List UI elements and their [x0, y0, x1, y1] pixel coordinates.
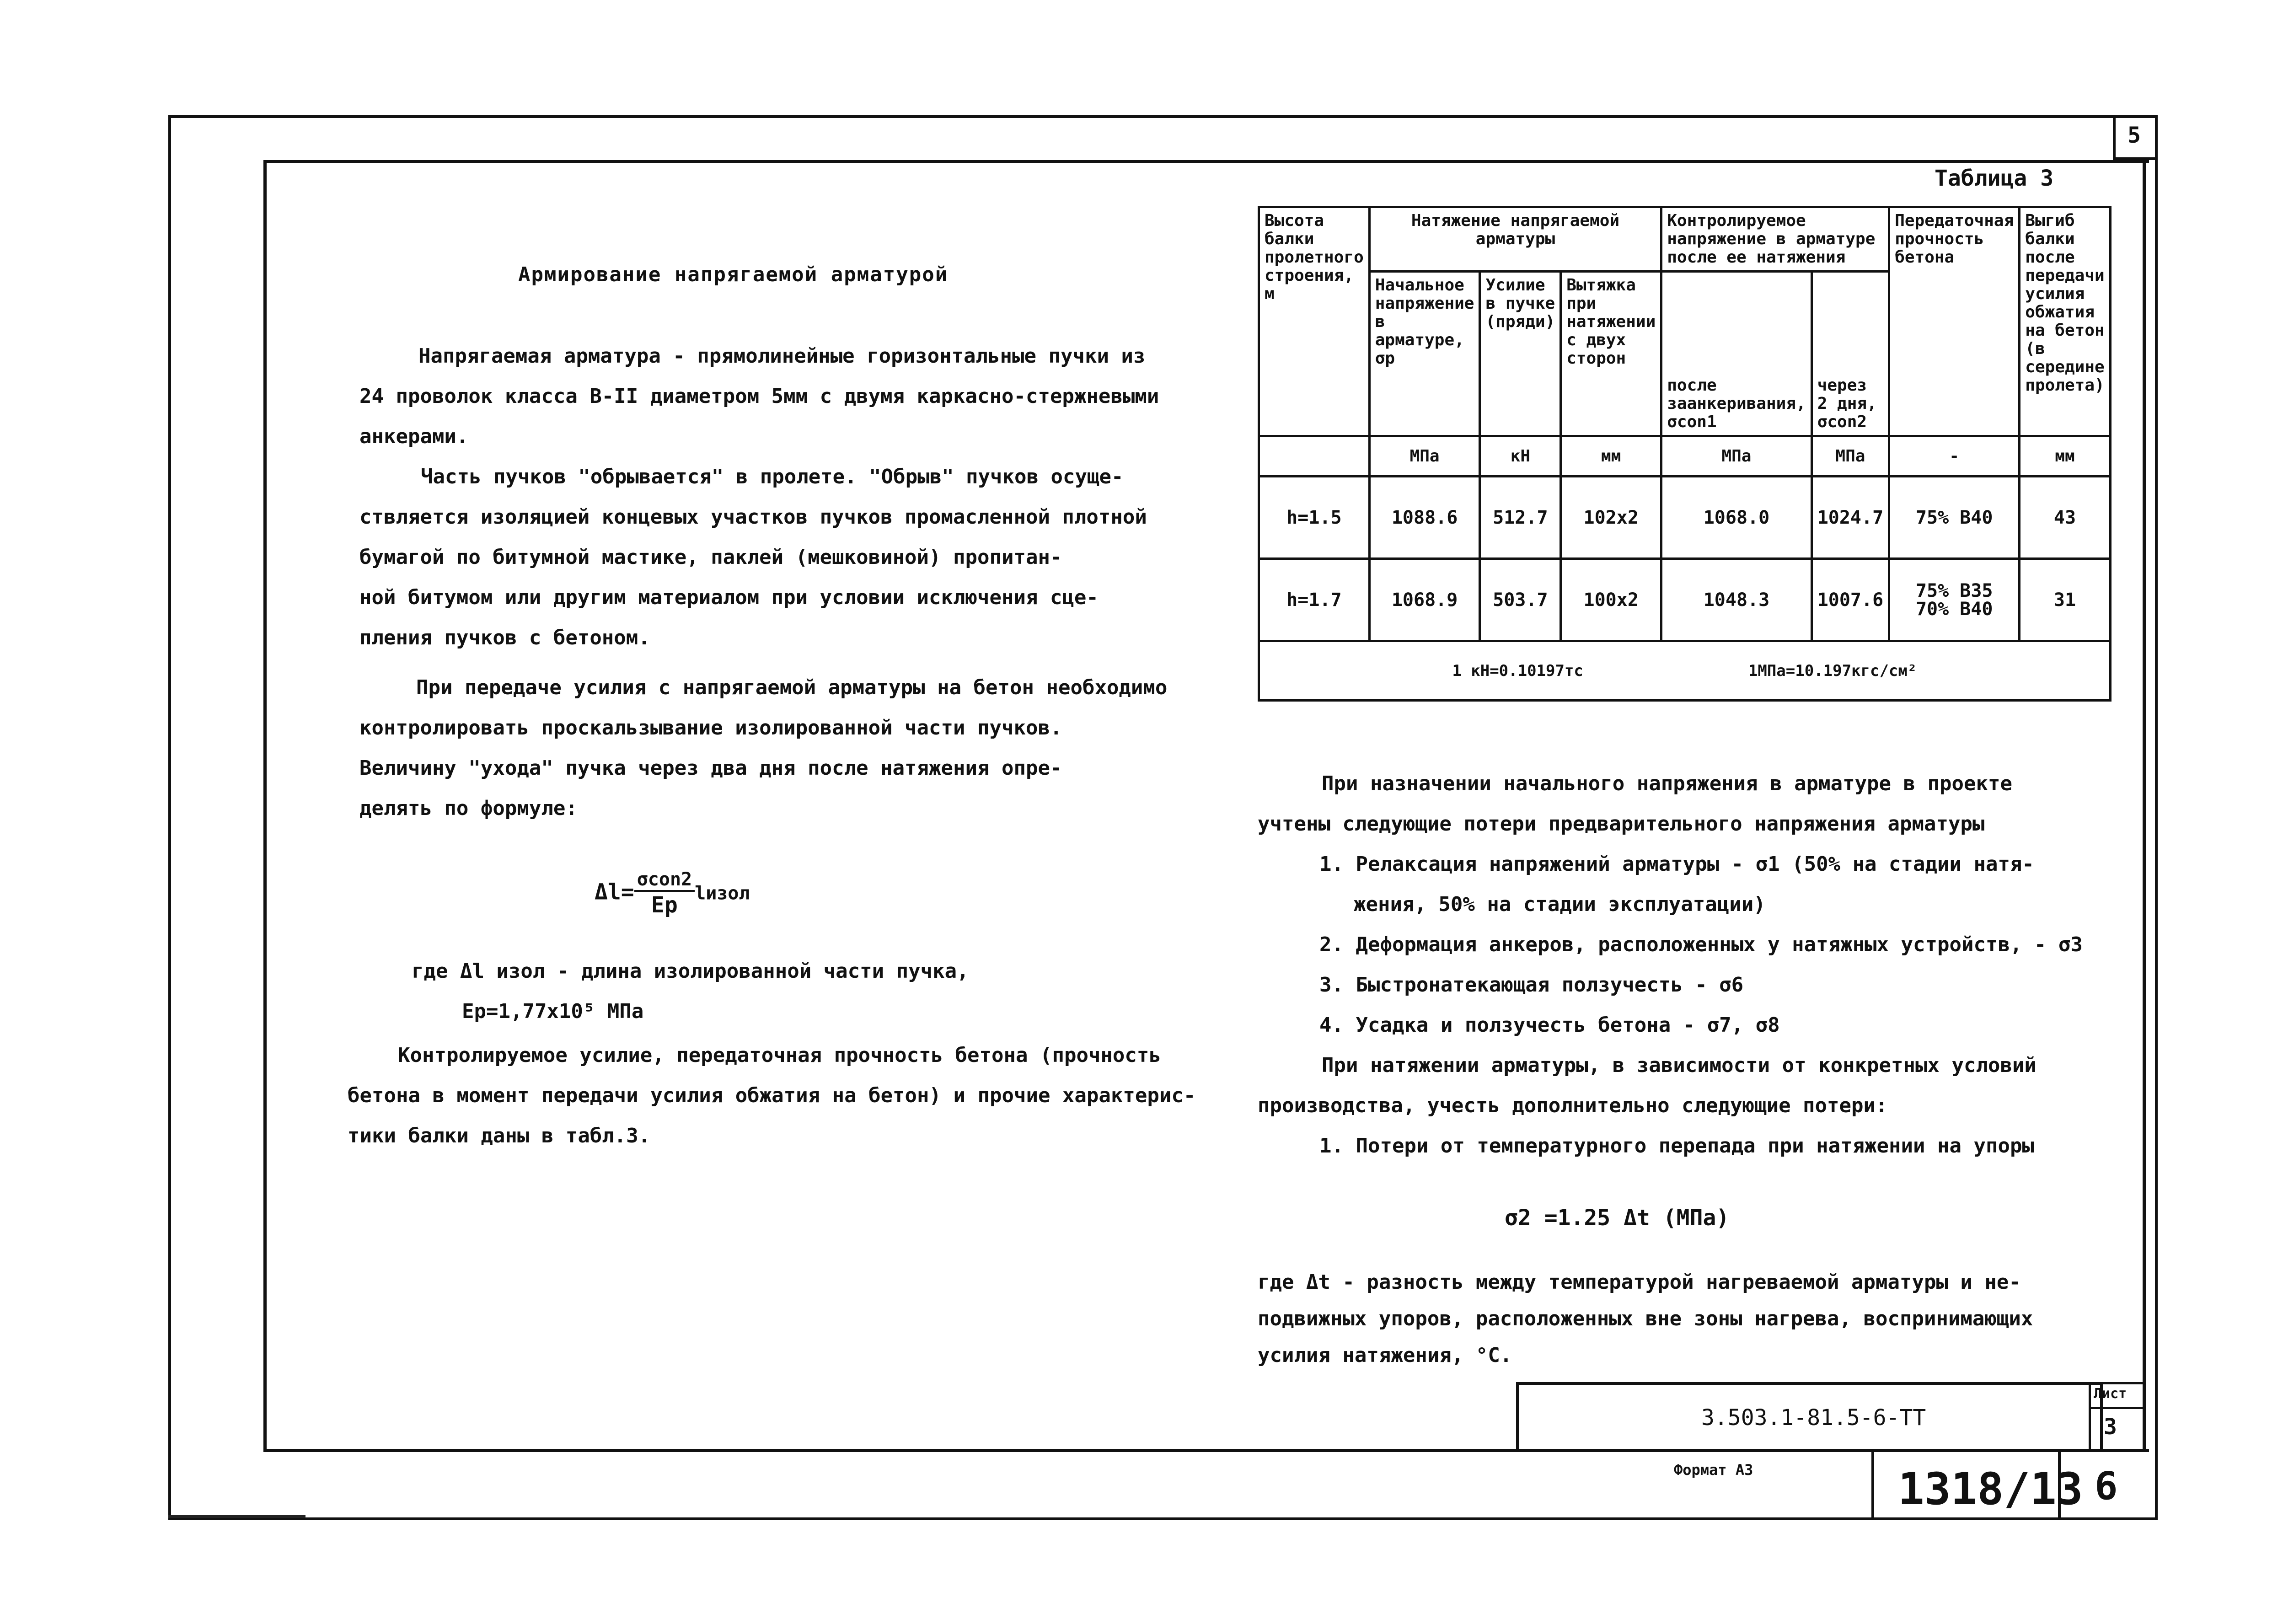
cell-camber: 31: [2020, 559, 2110, 641]
header-after-anchoring: после заанкеривания, σcon1: [1661, 272, 1811, 436]
cell-initial: 1088.6: [1369, 477, 1480, 559]
right-intro-2: учтены следующие потери предварительного напряжения арматуры: [1258, 812, 1985, 836]
paragraph-line-10: контролировать проскальзывание изолированной части пучков.: [359, 716, 1062, 740]
cell-2days: 1024.7: [1811, 477, 1889, 559]
list-cell-divider: [2089, 1407, 2145, 1409]
paragraph-line-2: 24 проволок класса В-II диаметром 5мм с двумя каркасно-стержневыми: [359, 385, 1159, 408]
table-row: [1259, 477, 2111, 559]
unit-cell: МПа: [1661, 436, 1811, 477]
where2-line-1: где Δt - разность между температурой нагреваемой арматуры и не-: [1258, 1270, 2021, 1294]
paragraph-line-7: ной битумом или другим материалом при условии исключения сце-: [359, 586, 1099, 609]
unit-cell: -: [1889, 436, 2020, 477]
paragraph-line-8: пления пучков с бетоном.: [359, 626, 650, 649]
paragraph-line-4: Часть пучков "обрывается" в пролете. "Обрыв" пучков осуще-: [421, 465, 1124, 488]
cell-initial: 1068.9: [1369, 559, 1480, 641]
formula-length: lизол: [695, 883, 750, 904]
extra-line-2: производства, учесть дополнительно следующие потери:: [1258, 1094, 1888, 1117]
header-control-group: Контролируемое напряжение в арматуре после ее натяжения: [1661, 207, 1889, 272]
slip-formula: [595, 869, 750, 918]
cell-extension: 100x2: [1561, 559, 1661, 641]
formula-lhs: Δl=: [595, 879, 634, 905]
inner-frame-right-edge: [2143, 160, 2146, 1452]
cell-after: 1048.3: [1661, 559, 1811, 641]
cell-height: h=1.7: [1259, 559, 1370, 641]
formula-fraction: [634, 869, 695, 918]
unit-cell: МПа: [1811, 436, 1889, 477]
inventory-number: 1318/13: [1898, 1463, 2083, 1515]
unit-cell: мм: [2020, 436, 2110, 477]
loss-item-2: 2. Деформация анкеров, расположенных у натяжных устройств, - σ3: [1319, 933, 2083, 956]
paragraph-line-3: анкерами.: [359, 425, 469, 448]
header-initial-stress: Начальное напряжение в арматуре, σp: [1369, 272, 1480, 436]
page-number: 6: [2095, 1463, 2118, 1508]
table-caption: Таблица 3: [1935, 166, 2054, 191]
table-row: [1259, 559, 2111, 641]
loss-item-3: 3. Быстронатекающая ползучесть - σ6: [1319, 973, 1744, 997]
list-label: Лист: [2094, 1386, 2127, 1402]
footnote-mpa: 1МПа=10.197кгс/см²: [1748, 661, 1917, 680]
paragraph-line-1: Напрягаемая арматура - прямолинейные горизонтальные пучки из: [418, 344, 1146, 368]
temperature-formula: σ2 =1.25 Δt (МПа): [1505, 1205, 1730, 1231]
cell-force: 512.7: [1480, 477, 1561, 559]
document-code: 3.503.1-81.5-6-ТТ: [1701, 1405, 1926, 1431]
paragraph-line-6: бумагой по битумной мастике, паклей (мешковиной) пропитан-: [359, 546, 1062, 569]
closing-line-1: Контролируемое усилие, передаточная прочность бетона (прочность: [398, 1044, 1161, 1067]
paragraph-line-5: ствляется изоляцией концевых участков пучков промасленной плотной: [359, 505, 1147, 529]
format-label: Формат А3: [1674, 1461, 1753, 1479]
ep-line: Ep=1,77x10⁵ МПа: [462, 1000, 644, 1023]
cell-force: 503.7: [1480, 559, 1561, 641]
loss-item-1: 1. Релаксация напряжений арматуры - σ1 (50% на стадии натя-: [1319, 852, 2034, 876]
table-footnote: [1259, 641, 2111, 701]
right-intro-1: При назначении начального напряжения в арматуре в проекте: [1322, 772, 2012, 795]
formula-denominator: Ep: [651, 892, 678, 918]
cell-after: 1068.0: [1661, 477, 1811, 559]
unit-cell: кН: [1480, 436, 1561, 477]
where2-line-2: подвижных упоров, расположенных вне зоны нагрева, воспринимающих: [1258, 1307, 2033, 1330]
cell-transfer: 75% В40: [1889, 477, 2020, 559]
cell-2days: 1007.6: [1811, 559, 1889, 641]
where-line: где Δl изол - длина изолированной части пучка,: [412, 959, 969, 983]
formula-numerator: σcon2: [634, 869, 695, 892]
header-tension-group: Натяжение напрягаемой арматуры: [1369, 207, 1661, 272]
closing-line-3: тики балки даны в табл.3.: [348, 1124, 651, 1147]
scan-artifact-line: [168, 1515, 305, 1518]
paragraph-line-12: делять по формуле:: [359, 797, 578, 820]
header-force: Усилие в пучке (пряди): [1480, 272, 1561, 436]
list-number: 3: [2104, 1414, 2117, 1440]
corner-page-number: 5: [2128, 123, 2141, 148]
header-transfer: Передаточная прочность бетона: [1889, 207, 2020, 436]
closing-line-2: бетона в момент передачи усилия обжатия на бетон) и прочие характерис-: [348, 1084, 1196, 1107]
header-height: Высота балки пролетного строения, м: [1259, 207, 1370, 436]
section-title: Армирование напрягаемой арматурой: [518, 263, 949, 286]
cell-transfer: 75% В35 70% В40: [1889, 559, 2020, 641]
unit-height: [1259, 436, 1370, 477]
loss-item-1-cont: жения, 50% на стадии эксплуатации): [1354, 893, 1766, 916]
paragraph-line-9: При передаче усилия с напрягаемой арматуры на бетон необходимо: [416, 676, 1168, 699]
extra-line-3: 1. Потери от температурного перепада при натяжении на упоры: [1319, 1134, 2034, 1158]
cell-extension: 102x2: [1561, 477, 1661, 559]
header-extension: Вытяжка при натяжении с двух сторон: [1561, 272, 1661, 436]
where2-line-3: усилия натяжения, °С.: [1258, 1344, 1512, 1367]
extra-line-1: При натяжении арматуры, в зависимости от конкретных условий: [1322, 1054, 2036, 1077]
unit-cell: мм: [1561, 436, 1661, 477]
cell-camber: 43: [2020, 477, 2110, 559]
paragraph-line-11: Величину "ухода" пучка через два дня после натяжения опре-: [359, 756, 1062, 780]
table-3: [1258, 206, 2112, 702]
cell-height: h=1.5: [1259, 477, 1370, 559]
footnote-kn: 1 кН=0.10197тс: [1452, 661, 1583, 680]
unit-cell: МПа: [1369, 436, 1480, 477]
loss-item-4: 4. Усадка и ползучесть бетона - σ7, σ8: [1319, 1013, 1780, 1037]
header-camber: Выгиб балки после передачи усилия обжатия на бетон (в середине пролета): [2020, 207, 2110, 436]
header-after-2-days: через 2 дня, σcon2: [1811, 272, 1889, 436]
